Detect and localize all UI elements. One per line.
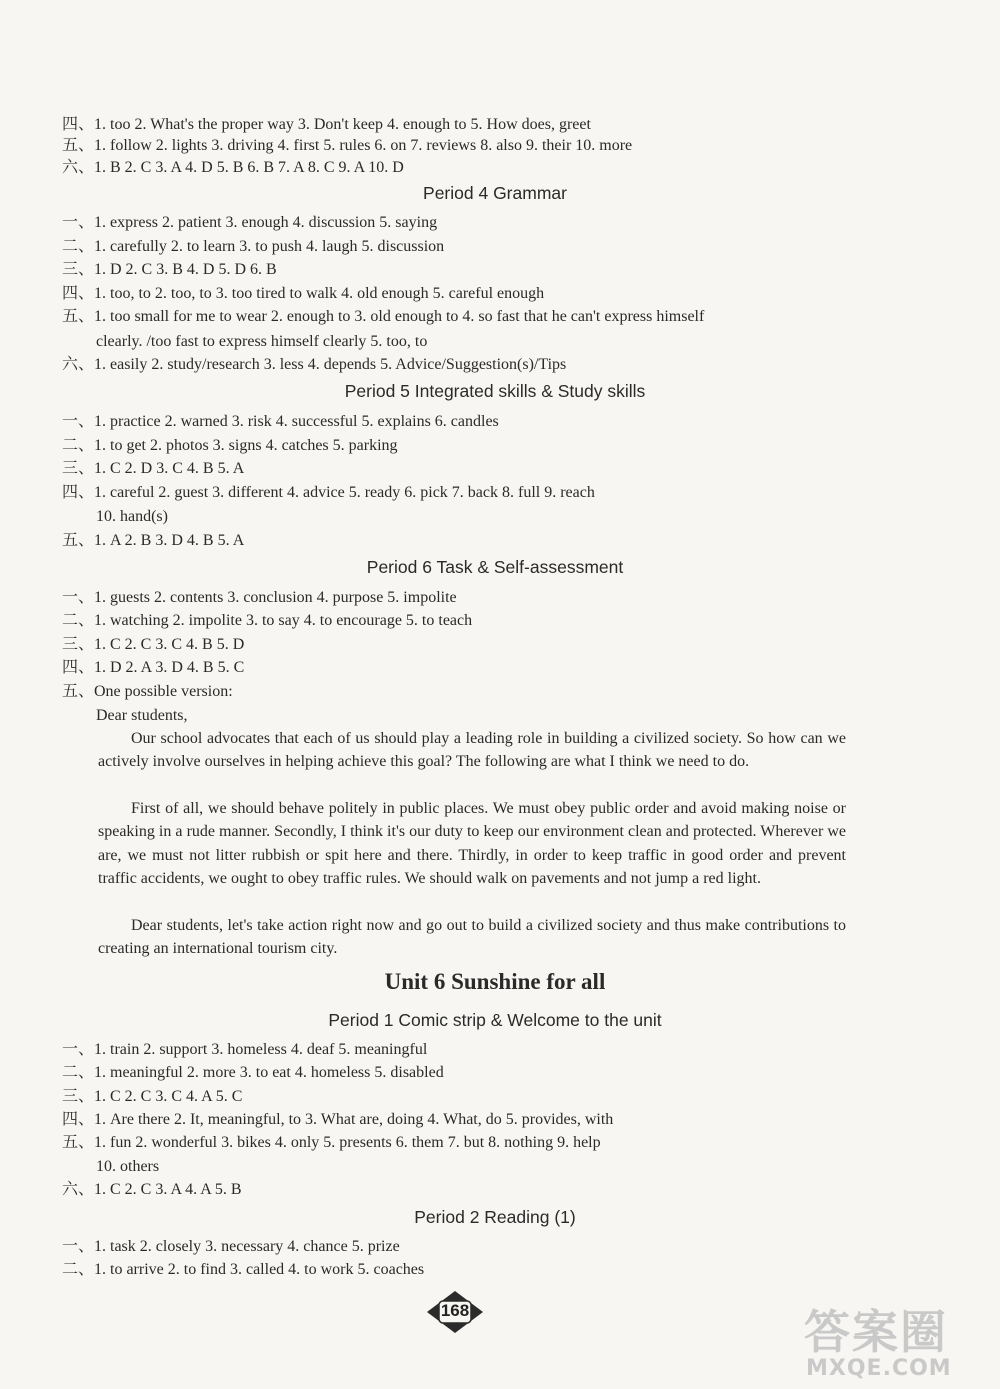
unit-title: Unit 6 Sunshine for all [384,969,606,994]
section-heading: Period 4 Grammar [423,183,567,203]
essay-salutation: Dear students, [96,707,188,724]
answer-line: 三、1. D 2. C 3. B 4. D 5. D 6. B [62,261,277,278]
answer-line: 10. hand(s) [96,508,168,525]
essay-paragraph: First of all, we should behave politely in public places. We must obey public order and avoid making noise or speaking in a rude manner. Secondly, I think it's our duty to keep our environment clean and protected. Wherever we are, we must not litter rubbish or spit here and there. Thirdly, in order to keep traffic in good order and prevent traffic accidents, we ought to obey traffic rules. We should walk on pavements and not jump a red light. [98,800,846,887]
answer-line: 三、1. C 2. D 3. C 4. B 5. A [62,460,245,477]
section-heading: Period 5 Integrated skills & Study skills [344,381,646,401]
watermark [800,1296,990,1386]
watermark-site: MXQE.COM [806,1356,952,1381]
answer-line: 四、1. too, to 2. too, to 3. too tired to walk 4. old enough 5. careful enough [62,285,545,302]
answer-line: 四、1. too 2. What's the proper way 3. Don't keep 4. enough to 5. How does, greet [62,116,591,133]
answer-line: 五、1. fun 2. wonderful 3. bikes 4. only 5. presents 6. them 7. but 8. nothing 9. help [62,1134,601,1151]
answer-line: 四、1. D 2. A 3. D 4. B 5. C [62,659,245,676]
answer-line: 一、1. express 2. patient 3. enough 4. discussion 5. saying [62,214,438,231]
answer-line: 10. others [96,1158,160,1175]
answer-line: 二、1. to get 2. photos 3. signs 4. catches 5. parking [62,437,398,454]
answer-line: 一、1. task 2. closely 3. necessary 4. chance 5. prize [62,1238,400,1255]
essay-paragraph: Dear students, let's take action right now and go out to build a civilized society and thus make contributions to creating an international tourism city. [98,917,846,958]
answer-line: 四、1. careful 2. guest 3. different 4. advice 5. ready 6. pick 7. back 8. full 9. reach [62,484,595,501]
answer-line: 四、1. Are there 2. It, meaningful, to 3. What are, doing 4. What, do 5. provides, with [62,1111,614,1128]
answer-line: 五、One possible version: [62,683,233,700]
page-number [426,1290,484,1334]
answer-line: 二、1. carefully 2. to learn 3. to push 4. laugh 5. discussion [62,238,445,255]
answer-line: 一、1. train 2. support 3. homeless 4. deaf 5. meaningful [62,1041,428,1058]
page-number-text: 168 [440,1301,470,1320]
watermark-logo: 答案圈 [804,1305,948,1359]
answer-line: 五、1. too small for me to wear 2. enough to 3. old enough to 4. so fast that he can't express himself [62,308,705,325]
answer-line: 二、1. meaningful 2. more 3. to eat 4. homeless 5. disabled [62,1064,444,1081]
essay-paragraph: Our school advocates that each of us should play a leading role in building a civilized society. So how can we actively involve ourselves in helping achieve this goal? The following are what I think we need to do. [98,730,846,771]
answer-line: 一、1. guests 2. contents 3. conclusion 4. purpose 5. impolite [62,589,457,606]
answer-line: 一、1. practice 2. warned 3. risk 4. successful 5. explains 6. candles [62,413,499,430]
answer-line: clearly. /too fast to express himself clearly 5. too, to [96,333,428,350]
answer-line: 三、1. C 2. C 3. C 4. A 5. C [62,1088,243,1105]
section-heading: Period 2 Reading (1) [414,1207,576,1227]
answer-line: 五、1. follow 2. lights 3. driving 4. first 5. rules 6. on 7. reviews 8. also 9. their 10. more [62,137,633,154]
answer-line: 六、1. C 2. C 3. A 4. A 5. B [62,1181,242,1198]
answer-line: 六、1. easily 2. study/research 3. less 4. depends 5. Advice/Suggestion(s)/Tips [62,356,567,373]
answer-line: 六、1. B 2. C 3. A 4. D 5. B 6. B 7. A 8. C 9. A 10. D [62,159,404,176]
answer-line: 二、1. watching 2. impolite 3. to say 4. to encourage 5. to teach [62,612,473,629]
answer-line: 二、1. to arrive 2. to find 3. called 4. to work 5. coaches [62,1261,425,1278]
section-heading: Period 6 Task & Self-assessment [366,557,624,577]
answer-line: 三、1. C 2. C 3. C 4. B 5. D [62,636,245,653]
answer-line: 五、1. A 2. B 3. D 4. B 5. A [62,532,245,549]
section-heading: Period 1 Comic strip & Welcome to the unit [328,1010,662,1030]
